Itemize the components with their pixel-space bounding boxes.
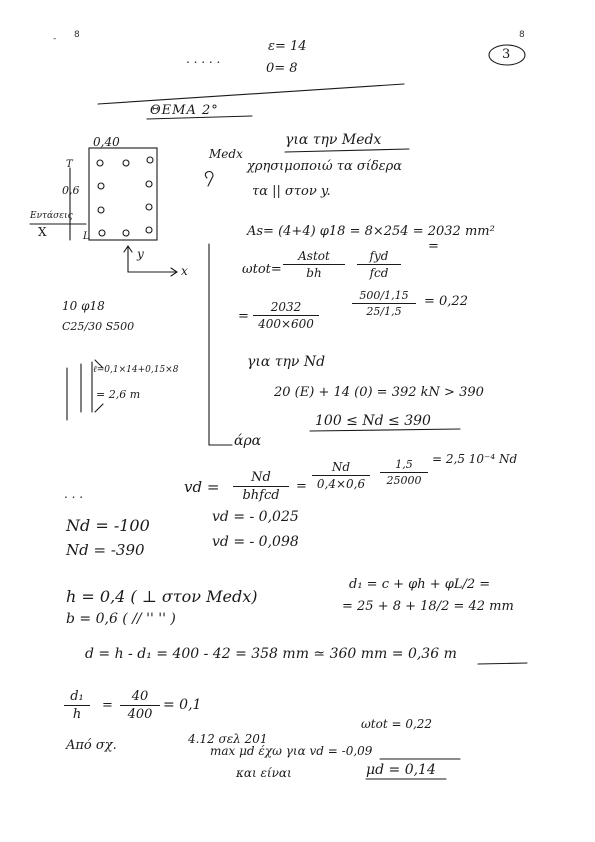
fraction-numerator: 500/1,15 <box>352 290 416 304</box>
fraction-numerator: 40 <box>120 690 160 706</box>
fraction-numerator: Nd <box>312 461 370 476</box>
max-mud-line: max μd έχω για vd = -0,09 <box>210 744 373 758</box>
fraction-numerator: Astot <box>283 250 345 265</box>
fraction-denominator: bh <box>306 266 322 280</box>
vd-result: = 2,5 10⁻⁴ Nd <box>432 452 518 466</box>
rebar-dot <box>146 227 152 233</box>
materials-label: C25/30 S500 <box>62 320 135 333</box>
as-formula: As= (4+4) φ18 = 8×254 = 2032 mm² <box>247 224 495 239</box>
dimension-height: 0,6 <box>62 184 80 197</box>
rebar-dot <box>147 157 153 163</box>
scan-mark: 8 <box>519 30 525 40</box>
fraction-numerator: 2032 <box>253 301 319 316</box>
rebar-dot <box>98 207 104 213</box>
fraction-denominator: 400 <box>127 707 153 722</box>
reinforcement-label: 10 φ18 <box>62 299 105 313</box>
ratio-fraction-rhs <box>120 690 160 721</box>
rebar-dot <box>97 160 103 166</box>
nd-case-1: Nd = -100 <box>66 516 150 535</box>
header-divider <box>98 84 404 104</box>
scan-mark: - <box>53 34 57 44</box>
direction-x-mark: X <box>38 225 47 239</box>
header-line-earthquake: ε= 14 <box>268 39 307 54</box>
buckling-result: = 2,6 m <box>96 388 141 401</box>
column-sketch-tick <box>95 404 103 412</box>
nd-sum: 20 (E) + 14 (0) = 392 kN > 390 <box>274 385 484 400</box>
fraction-denominator: 0,4×0,6 <box>316 477 366 491</box>
wtot-lhs: ωtot= <box>242 262 282 277</box>
vd-lhs: vd = <box>184 478 220 496</box>
d-calculation: d = h - d₁ = 400 - 42 = 358 mm ≃ 360 mm = 0,36 m <box>85 646 457 662</box>
medx-label: Medx <box>209 147 243 161</box>
vd-case-1: vd = - 0,025 <box>212 509 299 525</box>
h-definition: h = 0,4 ( ⊥ στον Medx) <box>66 587 258 606</box>
vd-fraction-1 <box>233 471 289 502</box>
fraction-numerator: 1,5 <box>380 459 428 473</box>
fraction-denominator: 25000 <box>386 474 422 487</box>
direction-label: Εντάσεις <box>30 211 73 221</box>
header-dots: . . . . . <box>186 52 221 66</box>
chart-source-label: Από σχ. <box>66 738 117 753</box>
rebar-dot <box>146 181 152 187</box>
fraction-denominator: 25/1,5 <box>366 305 402 318</box>
chart-reference: 4.12 σελ 201 <box>188 732 268 746</box>
calc-equals: = <box>238 309 249 324</box>
fraction-denominator: fcd <box>369 266 389 280</box>
dimension-width: 0,40 <box>93 135 120 149</box>
x-axis-label: x <box>181 264 188 278</box>
scan-mark: 8 <box>74 30 80 40</box>
vd-dots: . . . <box>64 487 84 501</box>
fraction-denominator: bhfcd <box>242 488 280 503</box>
page-title: ΘΕΜΑ 2° <box>150 103 219 118</box>
and-is-label: και είναι <box>236 766 292 780</box>
range-label: άρα <box>234 433 262 449</box>
wtot-fraction-1 <box>283 250 345 279</box>
fraction-denominator: h <box>72 707 82 722</box>
medx-line-2: χρησιμοποιώ τα σίδερα <box>247 159 403 174</box>
wtot-equals: = <box>428 239 439 254</box>
ratio-result: = 0,1 <box>163 697 202 713</box>
vd-fraction-3 <box>380 459 428 486</box>
d1-calculation: = 25 + 8 + 18/2 = 42 mm <box>342 599 514 614</box>
fraction-numerator: Nd <box>233 471 289 487</box>
page-number: 3 <box>502 47 511 62</box>
vd-equals: = <box>296 479 307 494</box>
rebar-dot <box>146 204 152 210</box>
ratio-equals: = <box>102 698 113 713</box>
nd-heading: για την Nd <box>247 354 326 370</box>
dimension-mark-top: T <box>66 159 73 170</box>
rebar-dot <box>99 230 105 236</box>
y-axis-label: y <box>137 247 144 261</box>
moment-symbol-icon <box>205 172 213 186</box>
fraction-denominator: 400×600 <box>258 317 314 331</box>
medx-heading: για την Medx <box>285 132 382 148</box>
mud-result: μd = 0,14 <box>366 762 436 778</box>
rebar-dot <box>123 230 129 236</box>
b-definition: b = 0,6 ( // '' '' ) <box>66 611 176 627</box>
nd-case-2: Nd = -390 <box>66 541 145 559</box>
wtot-fraction-2 <box>357 250 401 279</box>
wtot-value: ωtot = 0,22 <box>361 717 433 731</box>
nd-range: 100 ≤ Nd ≤ 390 <box>315 413 431 429</box>
calc-result: = 0,22 <box>424 294 468 309</box>
calc-fraction-1 <box>253 301 319 330</box>
d-result-underline <box>478 663 527 664</box>
vd-case-2: vd = - 0,098 <box>212 534 299 550</box>
nd-range-underline <box>310 429 460 431</box>
d1-formula: d₁ = c + φh + φL/2 = <box>349 577 491 592</box>
rebar-dot <box>98 183 104 189</box>
medx-line-3: τα || στον y. <box>252 184 331 199</box>
header-line-load: 0= 8 <box>266 61 298 76</box>
vd-fraction-2 <box>312 461 370 490</box>
fraction-numerator: fyd <box>357 250 401 265</box>
ratio-fraction-lhs <box>64 690 90 721</box>
calc-fraction-2 <box>352 290 416 317</box>
medx-heading-underline <box>285 149 409 152</box>
fraction-numerator: d₁ <box>64 690 90 706</box>
dimension-mark-bottom: L <box>83 231 90 242</box>
buckling-formula: ℓ=0,1×14+0,15×8 <box>93 365 179 375</box>
rebar-dot <box>123 160 129 166</box>
